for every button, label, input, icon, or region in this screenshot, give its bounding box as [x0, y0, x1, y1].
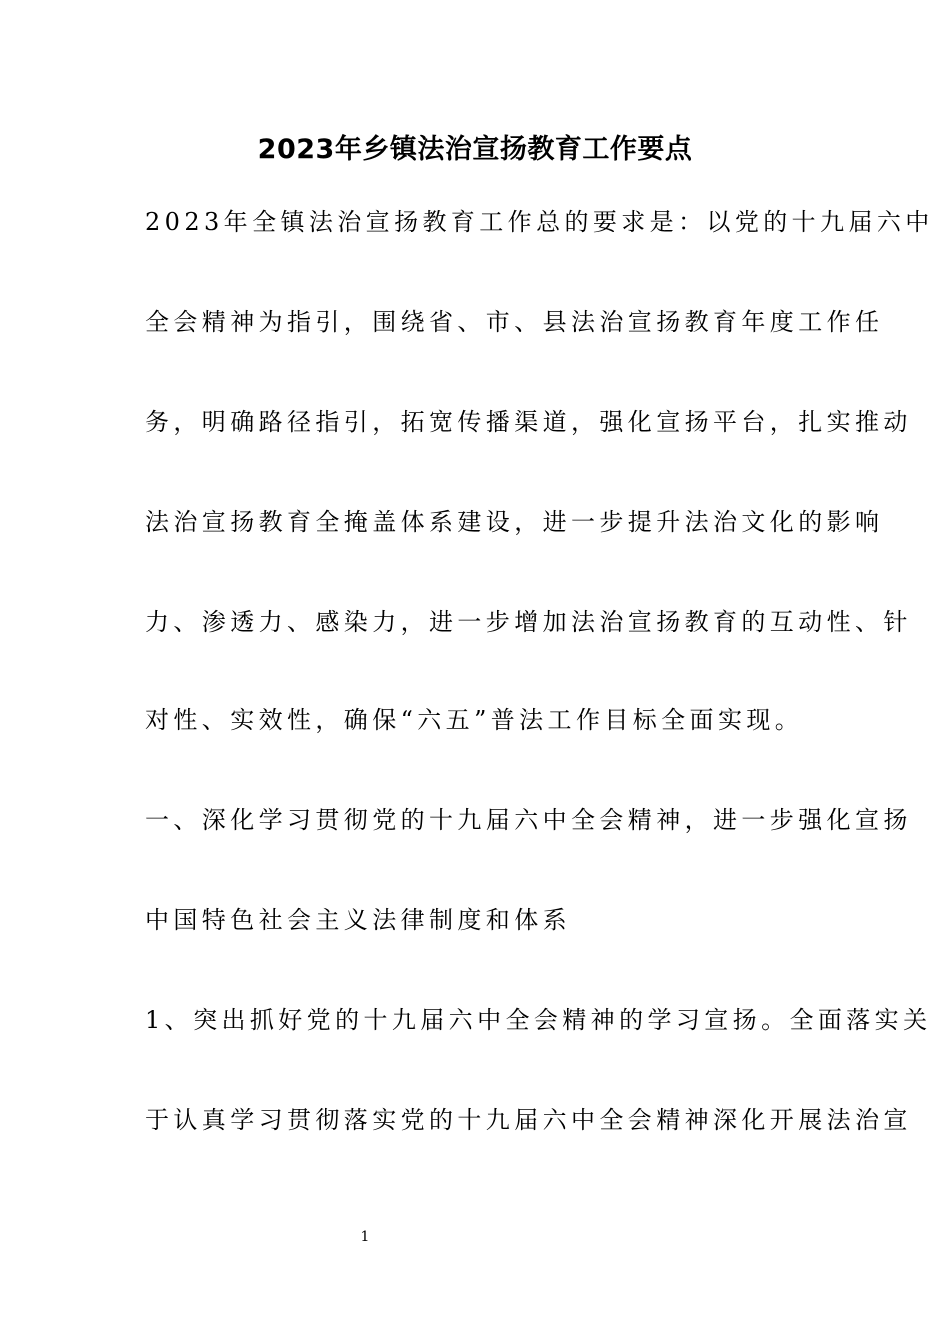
section-heading-line-2: 中国特色社会主义法律制度和体系 — [145, 906, 571, 934]
document-title: 2023年乡镇法治宣扬教育工作要点 — [257, 134, 693, 165]
body-line-2: 全会精神为指引，围绕省、市、县法治宣扬教育年度工作任 — [145, 308, 884, 336]
section-heading-line-1: 一、深化学习贯彻党的十九届六中全会精神，进一步强化宣扬 — [145, 806, 912, 834]
body-line-4: 法治宣扬教育全掩盖体系建设，进一步提升法治文化的影响 — [145, 508, 884, 536]
body-line-5: 力、渗透力、感染力，进一步增加法治宣扬教育的互动性、针 — [145, 608, 912, 636]
page-number: 1 — [360, 1229, 370, 1245]
body-line-7: 1、突出抓好党的十九届六中全会精神的学习宣扬。全面落实关 — [145, 1006, 932, 1034]
body-line-8: 于认真学习贯彻落实党的十九届六中全会精神深化开展法治宣 — [145, 1106, 912, 1134]
body-line-6: 对性、实效性，确保“六五”普法工作目标全面实现。 — [145, 706, 804, 734]
body-line-3: 务，明确路径指引，拓宽传播渠道，强化宣扬平台，扎实推动 — [145, 408, 912, 436]
body-line-1: 2023年全镇法治宣扬教育工作总的要求是：以党的十九届六中 — [145, 208, 934, 236]
